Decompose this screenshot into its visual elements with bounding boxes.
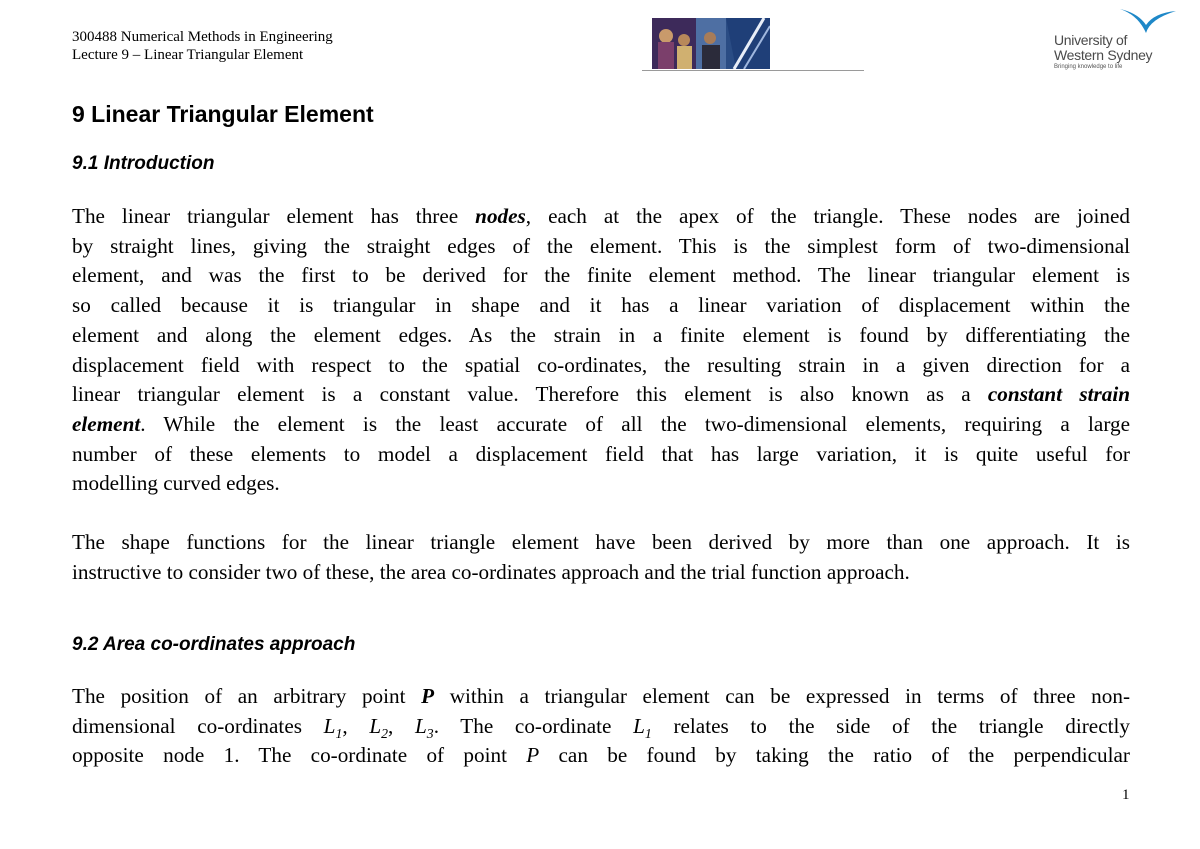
text-run: . While the element is the least accurate of all the two-dimensional elements, requiring a large	[140, 411, 1130, 436]
subscript: 1	[644, 725, 652, 741]
term-element: element	[72, 411, 141, 436]
course-title: 300488 Numerical Methods in Engineering	[72, 29, 333, 45]
logo-text	[1054, 33, 1152, 72]
section-heading-area-coordinates: 9.2 Area co-ordinates approach	[72, 634, 356, 655]
text-line	[72, 712, 1130, 742]
text-line	[72, 202, 1130, 232]
text-line: instructive to consider two of these, the area co-ordinates approach and the trial function approach.	[72, 559, 910, 584]
logo-line2: Western Sydney	[1054, 47, 1153, 63]
page-number: 1	[1122, 787, 1130, 803]
lecture-title: Lecture 9 – Linear Triangular Element	[72, 47, 304, 63]
text-line	[72, 410, 1130, 440]
text-line: element, and was the first to be derived for the finite element method. The linear triangular element is	[72, 263, 1130, 288]
document-header	[72, 28, 333, 64]
text-line: so called because it is triangular in shape and it has a linear variation of displacement within the	[72, 293, 1130, 318]
text-run: , each at the apex of the triangle. These nodes are joined	[525, 204, 1130, 228]
text-run: dimensional co-ordinates	[72, 713, 324, 738]
banner-rule	[642, 70, 864, 71]
logo-line1: University of	[1054, 32, 1128, 48]
point-p: P	[421, 684, 435, 708]
text-run: linear triangular element is a constant value. Therefore this element is also known as a	[72, 382, 988, 407]
text-run: . The co-ordinate	[433, 713, 634, 738]
separator: ,	[342, 713, 370, 738]
text-run: relates to the side of the triangle directly	[651, 713, 1130, 738]
area-paragraph-1	[72, 682, 1130, 771]
term-nodes: nodes	[475, 204, 526, 228]
text-line: number of these elements to model a displacement field that has large variation, it is quite useful for	[72, 441, 1130, 466]
text-run: The linear triangular element has three	[72, 204, 476, 228]
term-constant-strain: constant strain	[987, 382, 1130, 407]
text-line	[72, 741, 1130, 771]
subscript: 3	[426, 725, 434, 741]
swoosh-icon	[1054, 5, 1178, 35]
symbol-l: L	[633, 713, 645, 738]
symbol-l: L	[415, 713, 427, 738]
text-line	[72, 380, 1130, 410]
intro-paragraph-1	[72, 202, 1130, 499]
header-banner-image	[652, 18, 770, 69]
page-title: 9 Linear Triangular Element	[72, 101, 374, 127]
logo-tagline: Bringing knowledge to life	[1054, 64, 1123, 70]
text-line: modelling curved edges.	[72, 471, 280, 496]
text-run: The position of an arbitrary point	[72, 684, 422, 708]
text-line: by straight lines, giving the straight edges of the element. This is the simplest form of two-dimensional	[72, 233, 1130, 258]
separator: ,	[388, 713, 415, 738]
text-run: within a triangular element can be expressed in terms of three non-	[434, 684, 1130, 708]
text-line	[72, 682, 1130, 712]
text-line: displacement field with respect to the spatial co-ordinates, the resulting strain in a given direction for a	[72, 352, 1130, 377]
section-heading-introduction: 9.1 Introduction	[72, 153, 215, 174]
point-p: P	[526, 743, 540, 768]
text-line: The shape functions for the linear triangle element have been derived by more than one approach. It is	[72, 530, 1130, 554]
text-run: can be found by taking the ratio of the perpendicular	[539, 743, 1130, 768]
text-line: element and along the element edges. As the strain in a finite element is found by differentiating the	[72, 322, 1130, 347]
intro-paragraph-2	[72, 528, 1130, 587]
subscript: 1	[335, 725, 343, 741]
subscript: 2	[381, 725, 389, 741]
text-run: opposite node 1. The co-ordinate of point	[72, 743, 527, 768]
symbol-l: L	[369, 713, 382, 738]
symbol-l: L	[323, 713, 336, 738]
